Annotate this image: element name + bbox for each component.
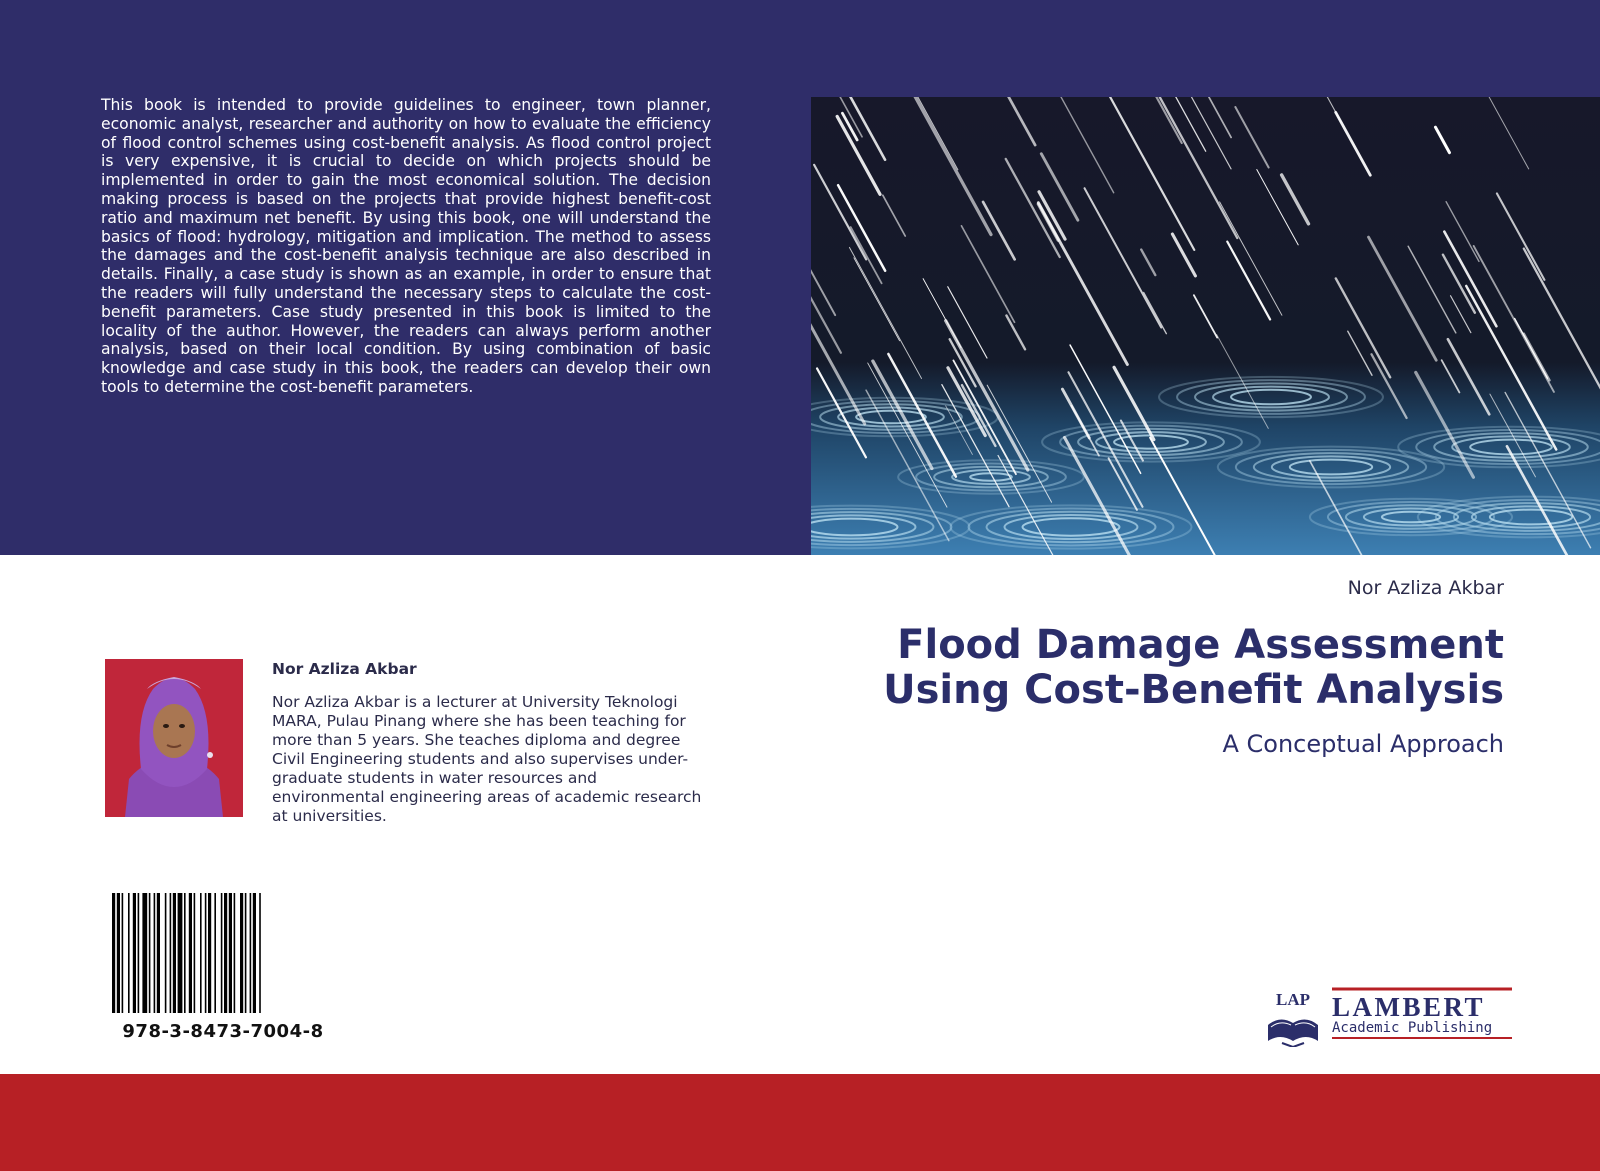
book-subtitle: A Conceptual Approach [1222,730,1504,758]
barcode-bar [224,893,227,1013]
barcode-bar [253,893,256,1013]
publisher-tagline: Academic Publishing [1332,1020,1493,1036]
barcode-bar [189,893,192,1013]
barcode-bar [154,893,156,1013]
rain-ripples-illustration [811,97,1600,555]
barcode-bar [142,893,147,1013]
isbn-barcode [112,893,334,1013]
barcode-bar [259,893,261,1013]
publisher-logo [1262,985,1512,1047]
publisher-name: LAMBERT [1332,992,1486,1022]
barcode-bar [250,893,252,1013]
barcode-bar [221,893,223,1013]
book-title [804,623,1504,713]
barcode-bar [170,893,172,1013]
book-title-line-2: Using Cost-Benefit Analysis [883,667,1504,713]
barcode-bar [122,893,124,1013]
barcode-bar [112,893,115,1013]
barcode-bar [200,893,202,1013]
bio-author-name: Nor Azliza Akbar [272,660,417,678]
barcode-bar [214,893,216,1013]
barcode-bar [245,893,247,1013]
barcode-bar [117,893,120,1013]
barcode-bar [165,893,167,1013]
open-book-icon [1268,1019,1318,1047]
barcode-bar [128,893,130,1013]
barcode-bar [157,893,160,1013]
barcode-bar [133,893,136,1013]
bottom-red-band [0,1074,1600,1171]
barcode-bar [208,893,211,1013]
book-title-line-1: Flood Damage Assessment [897,622,1504,668]
author-biography: Nor Azliza Akbar is a lecturer at University Teknologi MARA, Pulau Pinang where she has been teaching for more than 5 years. She teaches diploma and degree Civil Engineering students and also supervises under-graduate students in water resources and environmental engineering areas of academic research at universities. [272,693,702,825]
front-cover-author: Nor Azliza Akbar [1347,577,1504,599]
barcode-bar [229,893,232,1013]
barcode-bar [149,893,151,1013]
barcode-bar [173,893,176,1013]
barcode-bar [240,893,243,1013]
publisher-mark: LAP [1276,990,1310,1009]
barcode-bar [184,893,186,1013]
back-cover-blurb: This book is intended to provide guidelines to engineer, town planner, economic analyst, researcher and authority on how to evaluate the efficiency of flood control schemes using cost-benefit analysis. As flood control project is very expensive, it is crucial to decide on which projects should be implemented in order to gain the most economical solution. The decision making process is based on the projects that provide highest benefit-cost ratio and maximum net benefit. By using this book, one will understand the basics of flood: hydrology, mitigation and implication. The method to assess the damages and the cost-benefit analysis technique are also described in details. Finally, a case study is shown as an example, in order to ensure that the readers will fully understand the necessary steps to calculate the cost-benefit parameters. Case study presented in this book is limited to the locality of the author. However, the readers can always perform another analysis, based on their local condition. By using combination of basic knowledge and case study in this book, the readers can develop their own tools to determine the cost-benefit parameters. [101,96,711,396]
barcode-bar [234,893,236,1013]
isbn-number: 978-3-8473-7004-8 [122,1021,324,1042]
barcode-bar [178,893,183,1013]
author-portrait-photo [105,659,243,817]
barcode-bar [205,893,207,1013]
barcode-bar [194,893,196,1013]
barcode-bar [138,893,140,1013]
